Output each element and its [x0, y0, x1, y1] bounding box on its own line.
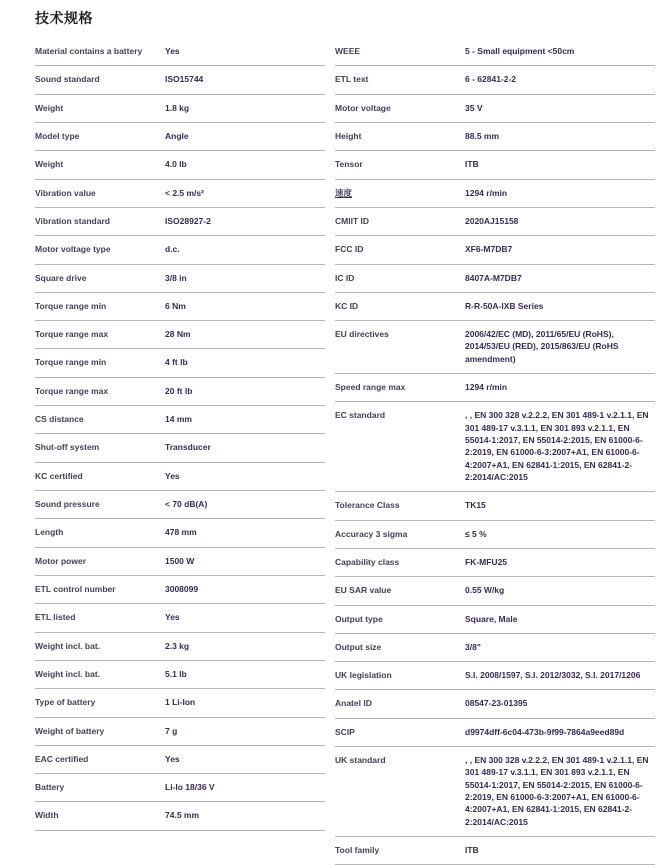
spec-value: 6 Nm	[165, 300, 186, 311]
spec-value: 2.3 kg	[165, 640, 190, 651]
spec-label: Motor power	[35, 555, 86, 566]
spec-value: 5 - Small equipment <50cm	[465, 46, 575, 56]
spec-row	[335, 151, 655, 179]
spec-value: TK15	[465, 500, 486, 511]
spec-label: Vibration standard	[35, 215, 110, 226]
spec-value: 478 mm	[165, 527, 197, 538]
spec-row	[335, 265, 655, 293]
spec-row	[35, 265, 325, 293]
spec-row	[335, 208, 655, 236]
spec-label: Model type	[35, 130, 80, 141]
spec-value: 28 Nm	[165, 329, 191, 340]
spec-value: 1294 r/min	[465, 382, 508, 393]
spec-value: 7 g	[165, 725, 178, 736]
spec-row	[35, 548, 325, 576]
spec-value: ISO28927-2	[165, 215, 211, 226]
spec-value: XF6-M7DB7	[465, 244, 513, 255]
spec-row	[35, 633, 325, 661]
spec-value: 3/8"	[465, 641, 481, 652]
spec-label: Weight incl. bat.	[35, 640, 101, 651]
spec-label: EAC certified	[35, 753, 89, 764]
spec-row	[335, 180, 655, 208]
spec-label: Height	[335, 130, 362, 141]
spec-label: CMIIT ID	[335, 215, 369, 226]
spec-row	[35, 293, 325, 321]
spec-row	[335, 577, 655, 605]
spec-row	[35, 406, 325, 434]
spec-value: 1294 r/min	[465, 187, 508, 198]
spec-row	[335, 236, 655, 264]
spec-label: Material contains a battery	[35, 46, 143, 56]
spec-row	[335, 95, 655, 123]
spec-value: 74.5 mm	[165, 810, 200, 821]
spec-label: UK legislation	[335, 670, 392, 681]
spec-row	[35, 349, 325, 377]
spec-value: ISO15744	[165, 74, 204, 85]
spec-label: UK standard	[335, 755, 386, 766]
spec-label: EC standard	[335, 410, 386, 421]
spec-value: , , EN 300 328 v.2.2.2, EN 301 489-1 v.2.1.1, EN 301 489-17 v.3.1.1, EN 301 893 v.2.1.1, EN 55014-1:2017, EN 55014-2:2015, EN 61000-6-2:2019, EN 61000-6-3:2007+A1, EN 61000-6-4:2007+A1, EN 62841-1:2015, EN 62841-2-2:2014/AC:2015	[465, 755, 649, 827]
spec-value: Square, Male	[465, 613, 518, 624]
spec-value: 20 ft lb	[165, 385, 193, 396]
spec-value: d9974dff-6c04-473b-9f99-7864a9eed89d	[465, 726, 625, 737]
spec-label: Output size	[335, 641, 382, 652]
spec-value: 2020AJ15158	[465, 215, 519, 226]
spec-row	[35, 38, 325, 66]
spec-value: Angle	[165, 130, 189, 141]
spec-value: Yes	[165, 753, 180, 764]
spec-label: Type of battery	[35, 697, 96, 708]
spec-row	[335, 66, 655, 94]
spec-value: < 70 dB(A)	[165, 499, 208, 509]
spec-value: d.c.	[165, 244, 180, 255]
spec-value: 2006/42/EC (MD), 2011/65/EU (RoHS), 2014/53/EU (RED), 2015/863/EU (RoHS amendment)	[465, 329, 619, 364]
spec-row	[35, 95, 325, 123]
spec-label: Motor voltage	[335, 102, 391, 113]
spec-label: Length	[35, 527, 64, 538]
spec-label: KC certified	[35, 470, 83, 481]
spec-row	[35, 180, 325, 208]
spec-value: Transducer	[165, 442, 211, 453]
spec-row	[335, 38, 655, 66]
spec-row	[335, 402, 655, 492]
spec-row	[335, 606, 655, 634]
spec-value: , , EN 300 328 v.2.2.2, EN 301 489-1 v.2.1.1, EN 301 489-17 v.3.1.1, EN 301 893 v.2.1.1, EN 55014-1:2017, EN 55014-2:2015, EN 61000-6-2:2019, EN 61000-6-3:2007+A1, EN 61000-6-4:2007+A1, EN 62841-1:2015, EN 62841-2-2:2014/AC:2015	[465, 410, 649, 482]
spec-value: ITB	[465, 159, 479, 170]
spec-row	[35, 66, 325, 94]
spec-label: CS distance	[35, 414, 84, 425]
spec-label: EU SAR value	[335, 585, 392, 596]
spec-value: 1.8 kg	[165, 102, 190, 113]
spec-label: ETL listed	[35, 612, 76, 623]
spec-row	[335, 747, 655, 837]
specs-column-right	[335, 38, 655, 865]
spec-label: Torque range max	[35, 329, 109, 340]
spec-label: Weight of battery	[35, 725, 105, 736]
spec-label: Anatel ID	[335, 698, 372, 709]
spec-row	[35, 151, 325, 179]
spec-value: 3/8 in	[165, 272, 187, 283]
spec-value: Yes	[165, 470, 180, 481]
spec-label: Accuracy 3 sigma	[335, 528, 408, 539]
spec-row	[35, 236, 325, 264]
spec-value: 4.0 lb	[165, 159, 187, 170]
spec-label: FCC ID	[335, 244, 364, 255]
spec-value: FK-MFU25	[465, 556, 508, 567]
spec-value: 8407A-M7DB7	[465, 272, 522, 283]
spec-value: 14 mm	[165, 414, 192, 425]
spec-row	[35, 661, 325, 689]
spec-row	[335, 719, 655, 747]
spec-value: R-R-50A-IXB Series	[465, 300, 544, 311]
spec-row	[335, 690, 655, 718]
spec-value: 1500 W	[165, 555, 195, 566]
spec-row	[335, 521, 655, 549]
spec-value: Li-Io 18/36 V	[165, 782, 215, 793]
spec-label: Tool family	[335, 844, 380, 855]
spec-row	[35, 463, 325, 491]
spec-value: Yes	[165, 46, 180, 56]
spec-label: Tolerance Class	[335, 500, 400, 511]
spec-label: Width	[35, 810, 59, 821]
spec-label: Battery	[35, 782, 65, 793]
spec-label: WEEE	[335, 46, 361, 56]
spec-row	[35, 746, 325, 774]
spec-row	[35, 123, 325, 151]
spec-label: Torque range max	[35, 385, 109, 396]
spec-row	[35, 491, 325, 519]
spec-row	[35, 434, 325, 462]
spec-value: 3008099	[165, 583, 199, 594]
spec-row	[35, 604, 325, 632]
spec-label: Motor voltage type	[35, 244, 111, 255]
spec-row	[335, 662, 655, 690]
spec-row	[35, 208, 325, 236]
spec-value: 08547-23-01395	[465, 698, 528, 709]
spec-label: SCIP	[335, 726, 355, 737]
spec-row	[335, 374, 655, 402]
spec-row	[35, 519, 325, 547]
spec-label: Weight	[35, 159, 64, 170]
spec-label: IC ID	[335, 272, 355, 283]
spec-row	[335, 549, 655, 577]
spec-row	[335, 837, 655, 865]
spec-value: 35 V	[465, 102, 483, 113]
spec-label: ETL text	[335, 74, 369, 85]
spec-row	[335, 492, 655, 520]
spec-row	[35, 718, 325, 746]
spec-label: Torque range min	[35, 300, 107, 311]
spec-value: 1 Li-Ion	[165, 697, 196, 708]
spec-value: 5.1 lb	[165, 668, 187, 679]
spec-label: Torque range min	[35, 357, 107, 368]
spec-row	[35, 689, 325, 717]
spec-row	[335, 634, 655, 662]
spec-label: Vibration value	[35, 187, 96, 198]
spec-label: Capability class	[335, 556, 400, 567]
spec-label: Square drive	[35, 272, 87, 283]
spec-value: ≤ 5 %	[465, 528, 487, 539]
spec-value: 0.55 W/kg	[465, 585, 505, 596]
spec-term-link[interactable]: 速度	[335, 187, 353, 198]
spec-value: 4 ft lb	[165, 357, 188, 368]
spec-label: KC ID	[335, 300, 359, 311]
specs-column-left	[35, 38, 325, 831]
spec-row	[335, 123, 655, 151]
spec-label: Weight	[35, 102, 64, 113]
spec-label: Speed range max	[335, 382, 406, 393]
specs-columns	[35, 38, 655, 865]
spec-row	[35, 576, 325, 604]
spec-row	[335, 321, 655, 374]
spec-label: Tensor	[335, 159, 363, 170]
spec-value: Yes	[165, 612, 180, 623]
page-title: 技术规格	[35, 10, 93, 26]
spec-value: 6 - 62841-2-2	[465, 74, 517, 85]
spec-label: Weight incl. bat.	[35, 668, 101, 679]
spec-label: EU directives	[335, 329, 389, 340]
spec-label: ETL control number	[35, 583, 116, 594]
spec-value: 88.5 mm	[465, 130, 500, 141]
spec-value: < 2.5 m/s²	[165, 187, 204, 198]
spec-value: ITB	[465, 844, 479, 855]
spec-label: Output type	[335, 613, 383, 624]
spec-row	[35, 802, 325, 830]
spec-label: Sound standard	[35, 74, 100, 85]
spec-row	[35, 321, 325, 349]
spec-row	[35, 774, 325, 802]
spec-row	[335, 293, 655, 321]
spec-label: Sound pressure	[35, 499, 100, 509]
spec-value: S.I. 2008/1597, S.I. 2012/3032, S.I. 2017/1206	[465, 670, 641, 681]
spec-label: Shut-off system	[35, 442, 100, 453]
spec-row	[35, 378, 325, 406]
